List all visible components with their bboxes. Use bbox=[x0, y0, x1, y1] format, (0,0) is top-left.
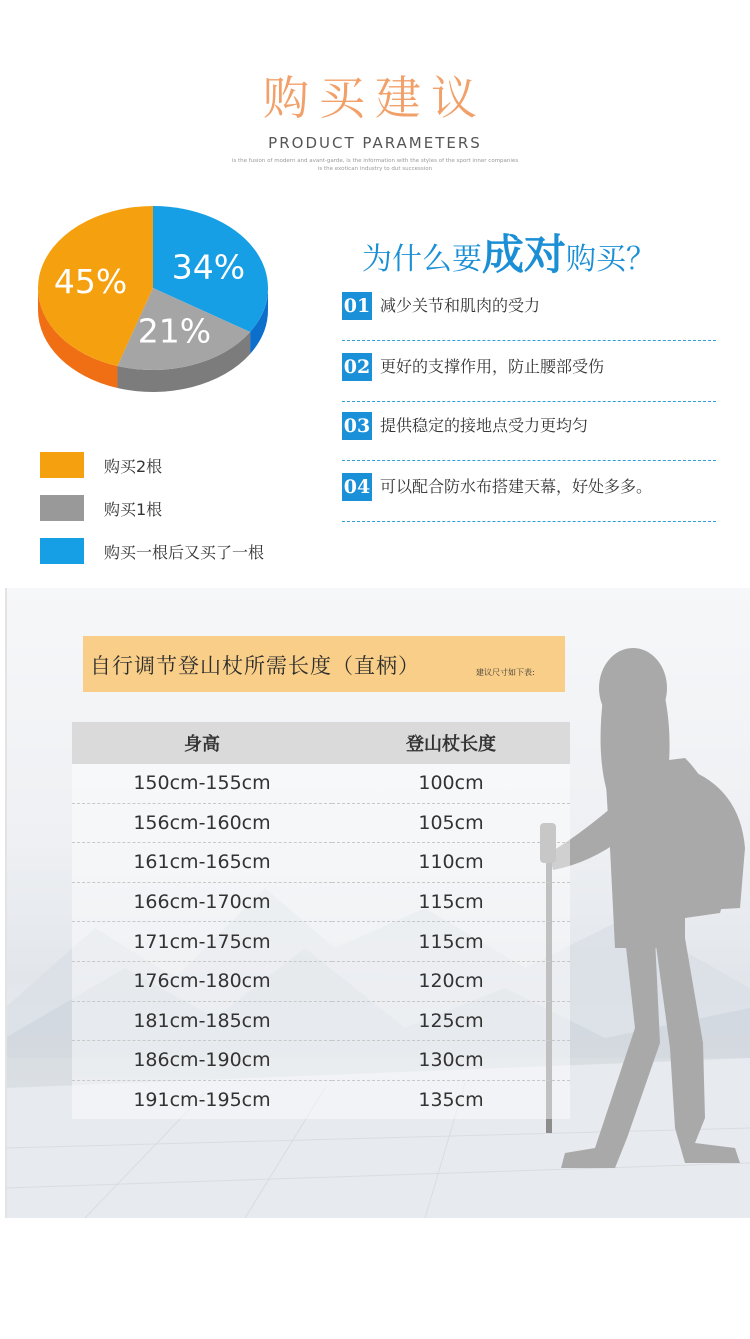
table-row bbox=[72, 922, 570, 962]
height-cell: 176cm-180cm bbox=[72, 961, 332, 1001]
pie-slice-label: 34% bbox=[171, 247, 246, 287]
height-cell: 161cm-165cm bbox=[72, 843, 332, 883]
table-row bbox=[72, 1041, 570, 1081]
table-row bbox=[72, 1001, 570, 1041]
legend-label: 购买一根后又买了一根 bbox=[104, 542, 265, 562]
table-note: 建议尺寸如下表: bbox=[476, 668, 535, 677]
length-cell: 105cm bbox=[332, 803, 570, 843]
fine-print-line: is the fusion of modern and avant-garde, is the information with the styles of the sport inner companies bbox=[231, 158, 519, 164]
reason-number-badge: 04 bbox=[342, 473, 372, 501]
height-cell: 181cm-185cm bbox=[72, 1001, 332, 1041]
reason-item bbox=[342, 400, 716, 461]
reason-item bbox=[342, 280, 716, 341]
reasons-heading-emphasis: 成对 bbox=[482, 230, 567, 279]
column-header: 身高 bbox=[72, 722, 332, 764]
pie-slice-label: 21% bbox=[137, 311, 212, 351]
table-title: 自行调节登山杖所需长度（直柄） bbox=[90, 654, 420, 678]
legend-swatch bbox=[40, 495, 84, 521]
pie-slice-label: 45% bbox=[53, 261, 128, 301]
reason-number-badge: 02 bbox=[342, 353, 372, 381]
legend-label: 购买2根 bbox=[104, 456, 163, 476]
height-cell: 186cm-190cm bbox=[72, 1041, 332, 1081]
length-cell: 110cm bbox=[332, 843, 570, 883]
reason-number-badge: 01 bbox=[342, 292, 372, 320]
table-row bbox=[72, 961, 570, 1001]
height-cell: 150cm-155cm bbox=[72, 764, 332, 803]
table-header-row bbox=[72, 722, 570, 764]
reasons-heading-part: 购买？ bbox=[566, 242, 657, 277]
reasons-heading bbox=[362, 222, 656, 282]
table-row bbox=[72, 882, 570, 922]
reason-text: 更好的支撑作用，防止腰部受伤 bbox=[380, 357, 605, 376]
reason-text: 减少关节和肌肉的受力 bbox=[380, 296, 541, 315]
column-header: 登山杖长度 bbox=[332, 722, 570, 764]
section-edge bbox=[5, 588, 7, 1218]
reason-item bbox=[342, 461, 716, 522]
legend-item bbox=[40, 452, 162, 478]
length-cell: 120cm bbox=[332, 961, 570, 1001]
reason-item bbox=[342, 341, 716, 402]
length-cell: 100cm bbox=[332, 764, 570, 803]
reasons-heading-part: 为什么要 bbox=[362, 242, 482, 277]
table-title-banner bbox=[83, 636, 565, 692]
fine-print-line: is the exotican industry to dut succession bbox=[317, 166, 433, 172]
length-cell: 125cm bbox=[332, 1001, 570, 1041]
legend-item bbox=[40, 538, 264, 564]
height-cell: 191cm-195cm bbox=[72, 1080, 332, 1119]
page-title: 购买建议 bbox=[263, 71, 487, 125]
height-cell: 166cm-170cm bbox=[72, 882, 332, 922]
height-cell: 156cm-160cm bbox=[72, 803, 332, 843]
legend-label: 购买1根 bbox=[104, 499, 163, 519]
length-cell: 115cm bbox=[332, 922, 570, 962]
length-cell: 130cm bbox=[332, 1041, 570, 1081]
legend-item bbox=[40, 495, 162, 521]
size-table bbox=[72, 722, 570, 1119]
reason-text: 可以配合防水布搭建天幕，好处多多。 bbox=[380, 477, 653, 496]
height-cell: 171cm-175cm bbox=[72, 922, 332, 962]
legend-swatch bbox=[40, 452, 84, 478]
page-subtitle: PRODUCT PARAMETERS bbox=[268, 134, 482, 152]
length-cell: 135cm bbox=[332, 1080, 570, 1119]
reason-number-badge: 03 bbox=[342, 412, 372, 440]
length-cell: 115cm bbox=[332, 882, 570, 922]
table-row bbox=[72, 764, 570, 803]
table-row bbox=[72, 843, 570, 883]
reason-text: 提供稳定的接地点受力更均匀 bbox=[380, 416, 589, 435]
table-row bbox=[72, 803, 570, 843]
pie-chart bbox=[30, 200, 280, 420]
table-row bbox=[72, 1080, 570, 1119]
legend-swatch bbox=[40, 538, 84, 564]
